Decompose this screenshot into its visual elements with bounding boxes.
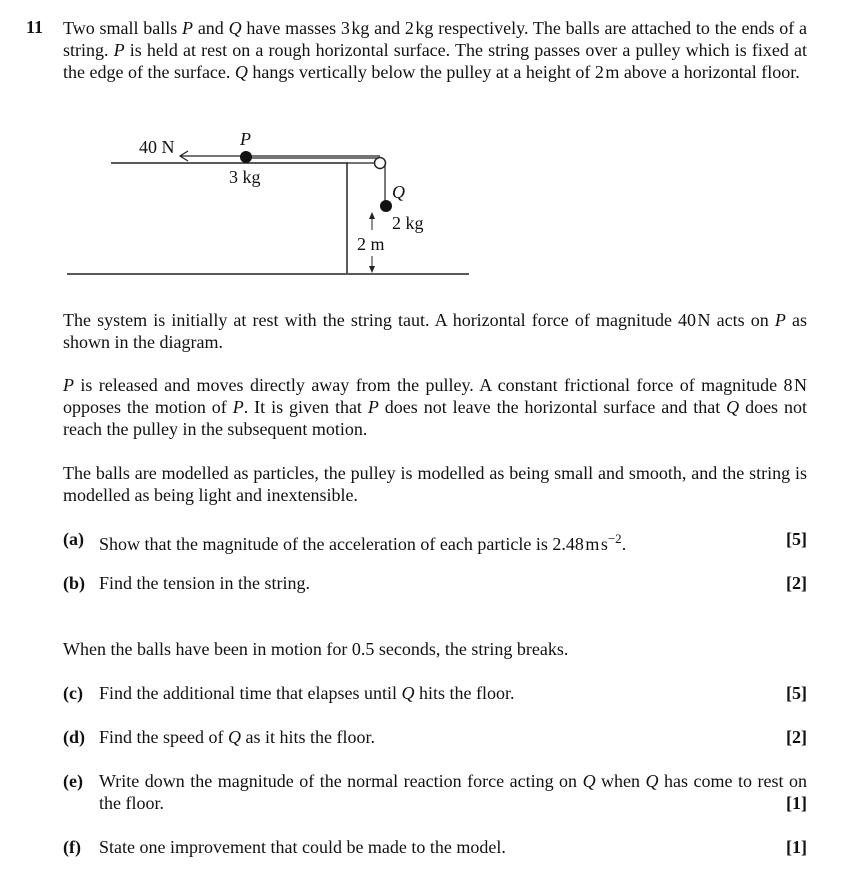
part-marks: [2] — [786, 573, 807, 593]
pulley-diagram — [0, 0, 850, 300]
part-text: Find the additional time that elapses until Q hits the floor. — [99, 683, 515, 703]
part-marks: [1] — [786, 837, 807, 857]
force-label: 40 N — [139, 137, 175, 157]
para-break: When the balls have been in motion for 0.5 seconds, the string breaks. — [63, 639, 569, 659]
para-release: P is released and moves directly away from the pulley. A constant frictional force of magnitude 8 N opposes the motion of P. It is given that P does not leave the horizontal surface and that Q does not reach the pulley in the subsequent motion. — [63, 375, 807, 439]
ball-p — [240, 151, 252, 163]
part-marks: [5] — [786, 683, 807, 703]
height-arrow-down-icon — [369, 266, 375, 273]
pulley-icon — [375, 158, 386, 169]
part-text: Show that the magnitude of the acceleration of each particle is 2.48 m $s^{-2}$. — [99, 531, 627, 554]
part-marks: [5] — [786, 529, 807, 549]
height-arrow-up-icon — [369, 212, 375, 219]
ball-q-label: Q — [392, 182, 405, 202]
height-label: 2 m — [357, 234, 385, 254]
para-system: The system is initially at rest with the string taut. A horizontal force of magnitude 40 N acts on P as shown in the diagram. — [63, 310, 807, 352]
part-label: (e) — [63, 771, 83, 791]
para-model: The balls are modelled as particles, the pulley is modelled as being small and smooth, and the string is modelled as being light and inextensible. — [63, 463, 807, 505]
ball-q — [380, 200, 392, 212]
part-label: (f) — [63, 837, 81, 857]
question-number: 11 — [26, 17, 44, 37]
part-text: State one improvement that could be made to the model. — [99, 837, 506, 857]
ball-q-mass: 2 kg — [392, 213, 424, 233]
part-text: Find the speed of Q as it hits the floor. — [99, 727, 375, 747]
part-label: (d) — [63, 727, 85, 747]
ball-p-mass: 3 kg — [229, 167, 261, 187]
part-label: (a) — [63, 529, 84, 549]
question-intro: Two small balls P and Q have masses 3 kg and 2 kg respectively. The balls are attached to the ends of a string. P is held at rest on a rough horizontal surface. The string passes over a pulley which is fixed at the edge of the surface. Q hangs vertically below the pulley at a height of 2 m above a horizontal floor. — [63, 18, 807, 82]
part-label: (c) — [63, 683, 83, 703]
part-marks: [2] — [786, 727, 807, 747]
ball-p-label: P — [240, 129, 251, 149]
part-marks: [1] — [786, 793, 807, 813]
part-text: Find the tension in the string. — [99, 573, 310, 593]
part-text: Write down the magnitude of the normal reaction force acting on Q when Q has come to rest on the floor. — [99, 771, 807, 813]
part-label: (b) — [63, 573, 85, 593]
